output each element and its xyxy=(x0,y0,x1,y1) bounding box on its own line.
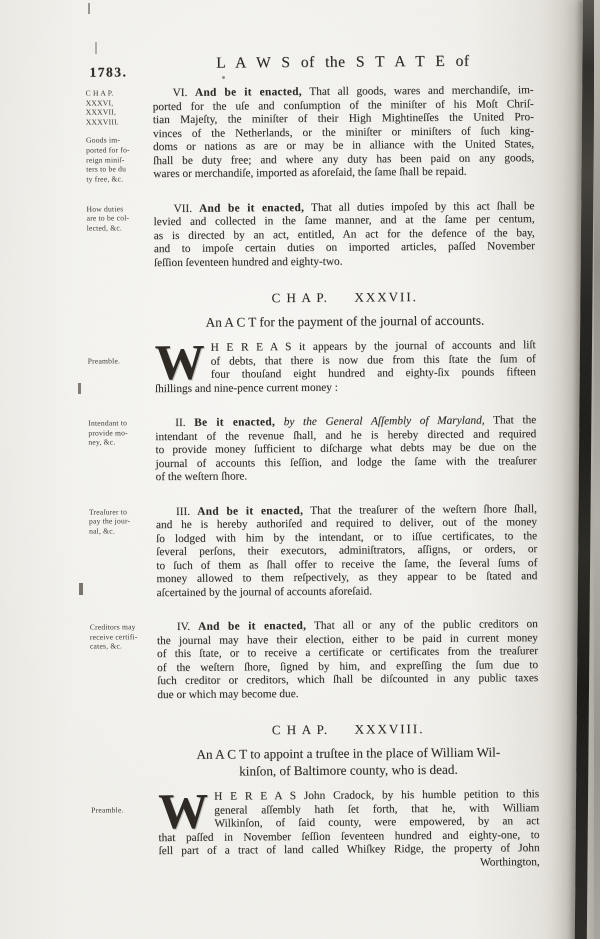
margin-note xyxy=(88,418,150,447)
act-paragraph xyxy=(85,84,535,184)
text-segment: of debts, that there is now due from this ſtate the ſum of xyxy=(210,352,536,368)
margin-note-line: Treaſurer to xyxy=(88,506,128,517)
text-segment: Worthington, xyxy=(479,855,540,869)
text-segment: doms or nations as are or may be in alliance with the United States, xyxy=(153,138,535,154)
margin-note-line: are to be col- xyxy=(86,213,130,223)
act-paragraph xyxy=(88,414,537,484)
margin-note-line: XXXVII, xyxy=(85,107,117,117)
margin-note-line: reign miniſ- xyxy=(86,154,125,165)
margin-note-line: How duties xyxy=(86,203,124,214)
margin-note xyxy=(89,507,151,536)
margin-note-line: nal, &c. xyxy=(89,526,115,536)
enacting-phrase: And be it enacted, xyxy=(194,85,302,99)
text-segment: That the xyxy=(484,414,537,427)
text-segment: levied and collected in the ſame manner, and at the ſame per centum, xyxy=(153,213,535,229)
text-segment: of the weſtern ſhore, ſigned by him, and expreſſing the ſum due to xyxy=(157,658,539,674)
act-paragraph xyxy=(87,333,536,396)
text-segment: of this ſtate, or to receive a certificate or certificates from the treaſurer xyxy=(156,645,539,661)
act-paragraph xyxy=(89,618,539,702)
margin-note-line: Preamble. xyxy=(91,805,124,815)
margin-note-line xyxy=(86,127,148,136)
text-line xyxy=(154,254,535,270)
text-segment: of the weſtern ſhore. xyxy=(155,470,248,484)
margin-note-line: receive certifi- xyxy=(89,631,138,642)
margin-note xyxy=(86,204,148,233)
margin-note xyxy=(86,88,149,184)
text-segment: H E R E A S John Cradock, by his humble petition to this xyxy=(214,788,540,803)
text-segment: That all or any of the public creditors on xyxy=(306,618,538,632)
text-line xyxy=(155,380,536,396)
italic-phrase: by the General Aſſembly of Maryland, xyxy=(283,414,485,429)
text-segment: II. xyxy=(175,416,195,429)
margin-note-line: XXXVIII. xyxy=(85,117,119,127)
margin-note xyxy=(91,805,153,815)
page-content xyxy=(86,84,540,893)
margin-note-line: ported for fo- xyxy=(86,145,130,155)
act-title-line: An A C T to appoint a truſtee in the place of William Wil- xyxy=(196,744,501,762)
margin-note xyxy=(88,356,150,366)
margin-note-line: ty free, &c. xyxy=(86,174,124,184)
text-segment: wares or merchandiſe, imported as aforeſaid, the ſame ſhall be repaid. xyxy=(153,165,467,181)
act-paragraph xyxy=(88,502,538,600)
text-segment: ſeſſion ſeventeen hundred and eighty-two. xyxy=(153,255,343,269)
text-line xyxy=(156,468,537,484)
text-segment: ported for the uſe and conſumption of the miniſter of his Moſt Chriſ- xyxy=(152,97,534,113)
text-segment: journal of accounts this ſeſſion, and lodge the ſame with the treaſurer xyxy=(155,454,537,470)
text-segment: four thouſand eight hundred and eighty-ſix pounds fifteen xyxy=(210,366,536,381)
margin-note-line: Goods im- xyxy=(85,135,121,146)
text-segment: VI. xyxy=(172,86,196,99)
text-segment: ſhall be duty free; and where any duty has been paid on any goods, xyxy=(153,151,535,167)
act-title xyxy=(154,311,535,331)
text-segment: general aſſembly hath ſet forth, that he, with William xyxy=(214,801,540,817)
text-segment: to ſuch of them as ſhall offer to receive the ſame, the ſeveral ſums of xyxy=(156,556,538,572)
drop-cap: W xyxy=(154,333,205,391)
text-segment: That all goods, wares and merchandiſe, im- xyxy=(301,84,534,98)
scan-artifact xyxy=(78,383,81,394)
text-line xyxy=(157,686,538,702)
text-segment: That all duties impoſed by this act ſhall be xyxy=(304,199,535,214)
margin-note-line: ters to be du xyxy=(86,164,127,174)
margin-note-line: provide mo- xyxy=(88,427,128,438)
text-segment: intendant of the revenue ſhall, and he is hereby directed and required xyxy=(155,427,537,443)
chapter-heading xyxy=(154,288,535,306)
margin-note-line: Intendant to xyxy=(88,418,128,428)
scan-artifact xyxy=(95,42,97,54)
text-line xyxy=(153,165,534,181)
text-segment: money allowed to them reſpectively, as they appear to be ſtated and xyxy=(156,570,538,586)
drop-cap: W xyxy=(158,782,209,840)
text-segment: due or which may become due. xyxy=(157,687,299,701)
act-paragraph xyxy=(91,782,540,872)
chapter-label: C H A P. xyxy=(271,289,329,306)
text-segment: ſell part of a tract of land called Whiſkey Ridge, the property of John xyxy=(158,842,540,858)
enacting-phrase: And be it enacted, xyxy=(197,504,304,518)
text-segment: III. xyxy=(175,505,198,518)
text-segment: and he is hereby authoriſed and required to deliver, out of the money xyxy=(155,516,538,532)
text-segment: IV. xyxy=(176,620,199,633)
text-segment: that paſſed in November ſeſſion ſeventeen hundred and eighty-one, to xyxy=(158,828,540,844)
scan-artifact xyxy=(222,76,225,79)
adjacent-page-edge xyxy=(594,0,600,939)
text-segment: ſeveral perſons, their executors, adminiſtrators, aſſigns, or orders, or xyxy=(156,543,538,559)
enacting-phrase: And be it enacted, xyxy=(199,201,305,215)
margin-note xyxy=(90,622,152,651)
text-segment: aſcertained by the journal of accounts aforeſaid. xyxy=(156,584,373,599)
enacting-phrase: And be it enacted, xyxy=(198,619,307,633)
text-segment: and to impoſe certain duties on imported articles, paſſed November xyxy=(153,240,535,256)
act-title-line: kinſon, of Baltimore county, who is dead. xyxy=(239,761,458,779)
act-paragraph xyxy=(86,199,535,270)
text-line xyxy=(157,584,538,600)
text-segment: tian Majeſty, the miniſter of their High Mightineſſes the United Pro- xyxy=(152,111,534,127)
running-head: L A W S of the S T A T E of xyxy=(216,52,470,72)
text-segment: to provide money ſufficient to diſcharge what debts may be due on the xyxy=(155,441,537,457)
text-segment: H E R E A S it appears by the journal of accounts and liſt xyxy=(210,339,536,354)
text-segment: ſuch creditor or creditors, which ſhall be diſcounted in any public taxes xyxy=(157,672,539,688)
text-segment: the journal may have their election, either to be paid in current money xyxy=(156,631,538,647)
text-segment: as is directed by an act, entitled, An act for the defence of the bay, xyxy=(153,226,535,242)
chapter-heading xyxy=(158,720,539,738)
text-segment: ſhillings and nine-pence current money : xyxy=(154,381,338,395)
margin-note-line: Preamble. xyxy=(87,356,121,366)
chapter-number: XXXVIII. xyxy=(354,721,425,737)
margin-note-line: pay the jour- xyxy=(88,516,131,526)
margin-note-line: Creditors may xyxy=(89,622,136,632)
text-segment: Wilkinſon, of ſaid county, were empowered, by an act xyxy=(214,815,540,830)
scan-artifact xyxy=(88,3,90,14)
chapter-label: C H A P. xyxy=(271,721,329,738)
chapter-number: XXXVII. xyxy=(354,289,418,305)
margin-note-line: lected, &c. xyxy=(86,223,123,233)
act-title xyxy=(158,743,539,780)
margin-note-line: C H A P. xyxy=(85,88,114,98)
scan-artifact xyxy=(79,583,83,595)
text-segment: That the treaſurer of the weſtern ſhore ſhall, xyxy=(303,502,537,517)
margin-note-line: XXXVI, xyxy=(85,98,114,108)
text-segment xyxy=(275,416,284,428)
act-title-line: An A C T for the payment of the journal of accounts. xyxy=(205,312,485,330)
text-segment: VII. xyxy=(173,202,200,215)
text-segment: vinces of the Netherlands, or the miniſter or miniſters of ſuch king- xyxy=(152,124,534,140)
margin-note-line: cates, &c. xyxy=(89,641,123,651)
text-segment: ſo lodged with him by the intendant, or to iſſue certificates, to the xyxy=(156,529,538,545)
margin-note-line: ney, &c. xyxy=(88,437,116,447)
enacting-phrase: Be it enacted, xyxy=(194,416,276,429)
page-year: 1783. xyxy=(89,64,128,80)
